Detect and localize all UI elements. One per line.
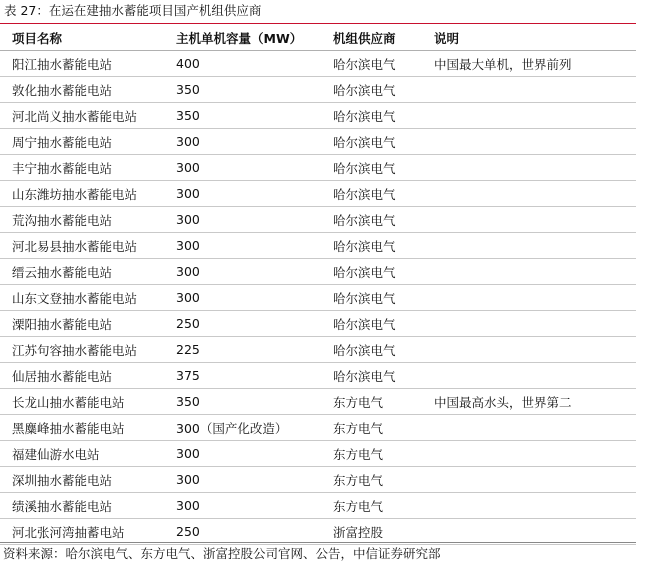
cell-project-name: 绩溪抽水蓄能电站	[0, 493, 176, 519]
cell-project-name: 福建仙游水电站	[0, 441, 176, 467]
cell-project-name: 阳江抽水蓄能电站	[0, 51, 176, 77]
cell-project-name: 长龙山抽水蓄能电站	[0, 389, 176, 415]
cell-note	[434, 181, 636, 207]
cell-note	[434, 77, 636, 103]
cell-project-name: 敦化抽水蓄能电站	[0, 77, 176, 103]
cell-note: 中国最大单机，世界前列	[434, 51, 636, 77]
table-row	[0, 233, 636, 259]
cell-capacity: 400	[176, 51, 333, 77]
cell-supplier: 哈尔滨电气	[333, 207, 434, 233]
cell-note	[434, 493, 636, 519]
table-row	[0, 389, 636, 415]
cell-project-name: 周宁抽水蓄能电站	[0, 129, 176, 155]
cell-note	[434, 363, 636, 389]
table-row	[0, 519, 636, 545]
cell-project-name: 荒沟抽水蓄能电站	[0, 207, 176, 233]
cell-note: 中国最高水头，世界第二	[434, 389, 636, 415]
cell-note	[434, 285, 636, 311]
cell-project-name: 河北尚义抽水蓄能电站	[0, 103, 176, 129]
header-capacity: 主机单机容量（MW）	[176, 25, 333, 51]
cell-capacity: 300	[176, 285, 333, 311]
cell-note	[434, 415, 636, 441]
cell-supplier: 东方电气	[333, 441, 434, 467]
cell-capacity: 300	[176, 207, 333, 233]
cell-note	[434, 129, 636, 155]
cell-supplier: 哈尔滨电气	[333, 259, 434, 285]
table-row	[0, 311, 636, 337]
table-row	[0, 337, 636, 363]
supplier-table	[0, 25, 636, 545]
cell-project-name: 缙云抽水蓄能电站	[0, 259, 176, 285]
cell-capacity: 300	[176, 467, 333, 493]
cell-capacity: 250	[176, 519, 333, 545]
caption-divider	[0, 23, 636, 24]
cell-supplier: 哈尔滨电气	[333, 337, 434, 363]
table-caption: 表 27：在运在建抽水蓄能项目国产机组供应商	[4, 3, 262, 18]
table-row	[0, 51, 636, 77]
cell-capacity: 350	[176, 77, 333, 103]
cell-capacity: 300（国产化改造）	[176, 415, 333, 441]
cell-supplier: 哈尔滨电气	[333, 285, 434, 311]
table-row	[0, 441, 636, 467]
cell-supplier: 哈尔滨电气	[333, 77, 434, 103]
cell-note	[434, 259, 636, 285]
table-row	[0, 493, 636, 519]
cell-project-name: 江苏句容抽水蓄能电站	[0, 337, 176, 363]
header-note: 说明	[434, 25, 636, 51]
cell-project-name: 仙居抽水蓄能电站	[0, 363, 176, 389]
cell-capacity: 375	[176, 363, 333, 389]
cell-capacity: 300	[176, 259, 333, 285]
source-divider	[0, 542, 636, 543]
cell-note	[434, 207, 636, 233]
cell-project-name: 河北易县抽水蓄能电站	[0, 233, 176, 259]
cell-capacity: 350	[176, 103, 333, 129]
table-row	[0, 129, 636, 155]
cell-supplier: 哈尔滨电气	[333, 129, 434, 155]
table-row	[0, 103, 636, 129]
cell-note	[434, 337, 636, 363]
table-row	[0, 155, 636, 181]
cell-capacity: 350	[176, 389, 333, 415]
cell-project-name: 溧阳抽水蓄能电站	[0, 311, 176, 337]
cell-capacity: 300	[176, 155, 333, 181]
cell-note	[434, 233, 636, 259]
cell-capacity: 225	[176, 337, 333, 363]
cell-supplier: 哈尔滨电气	[333, 155, 434, 181]
table-row	[0, 285, 636, 311]
cell-capacity: 300	[176, 493, 333, 519]
cell-note	[434, 467, 636, 493]
cell-capacity: 300	[176, 129, 333, 155]
table-row	[0, 207, 636, 233]
cell-project-name: 山东文登抽水蓄能电站	[0, 285, 176, 311]
table-row	[0, 415, 636, 441]
cell-supplier: 哈尔滨电气	[333, 181, 434, 207]
cell-note	[434, 441, 636, 467]
cell-supplier: 东方电气	[333, 467, 434, 493]
cell-note	[434, 155, 636, 181]
cell-supplier: 哈尔滨电气	[333, 103, 434, 129]
table-row	[0, 467, 636, 493]
cell-capacity: 300	[176, 233, 333, 259]
cell-note	[434, 311, 636, 337]
table-row	[0, 77, 636, 103]
cell-capacity: 250	[176, 311, 333, 337]
cell-supplier: 哈尔滨电气	[333, 51, 434, 77]
source-note: 资料来源：哈尔滨电气、东方电气、浙富控股公司官网、公告，中信证券研究部	[3, 546, 441, 561]
cell-supplier: 东方电气	[333, 389, 434, 415]
cell-capacity: 300	[176, 181, 333, 207]
cell-project-name: 山东潍坊抽水蓄能电站	[0, 181, 176, 207]
cell-supplier: 哈尔滨电气	[333, 311, 434, 337]
header-project-name: 项目名称	[0, 25, 176, 51]
cell-project-name: 河北张河湾抽蓄电站	[0, 519, 176, 545]
table-header-row	[0, 25, 636, 51]
header-supplier: 机组供应商	[333, 25, 434, 51]
cell-supplier: 哈尔滨电气	[333, 363, 434, 389]
table-row	[0, 259, 636, 285]
table-row	[0, 363, 636, 389]
cell-capacity: 300	[176, 441, 333, 467]
cell-supplier: 浙富控股	[333, 519, 434, 545]
table-row	[0, 181, 636, 207]
cell-note	[434, 103, 636, 129]
table-body	[0, 51, 636, 545]
cell-note	[434, 519, 636, 545]
cell-supplier: 东方电气	[333, 415, 434, 441]
cell-project-name: 深圳抽水蓄能电站	[0, 467, 176, 493]
cell-supplier: 东方电气	[333, 493, 434, 519]
cell-project-name: 黑麋峰抽水蓄能电站	[0, 415, 176, 441]
cell-supplier: 哈尔滨电气	[333, 233, 434, 259]
cell-project-name: 丰宁抽水蓄能电站	[0, 155, 176, 181]
